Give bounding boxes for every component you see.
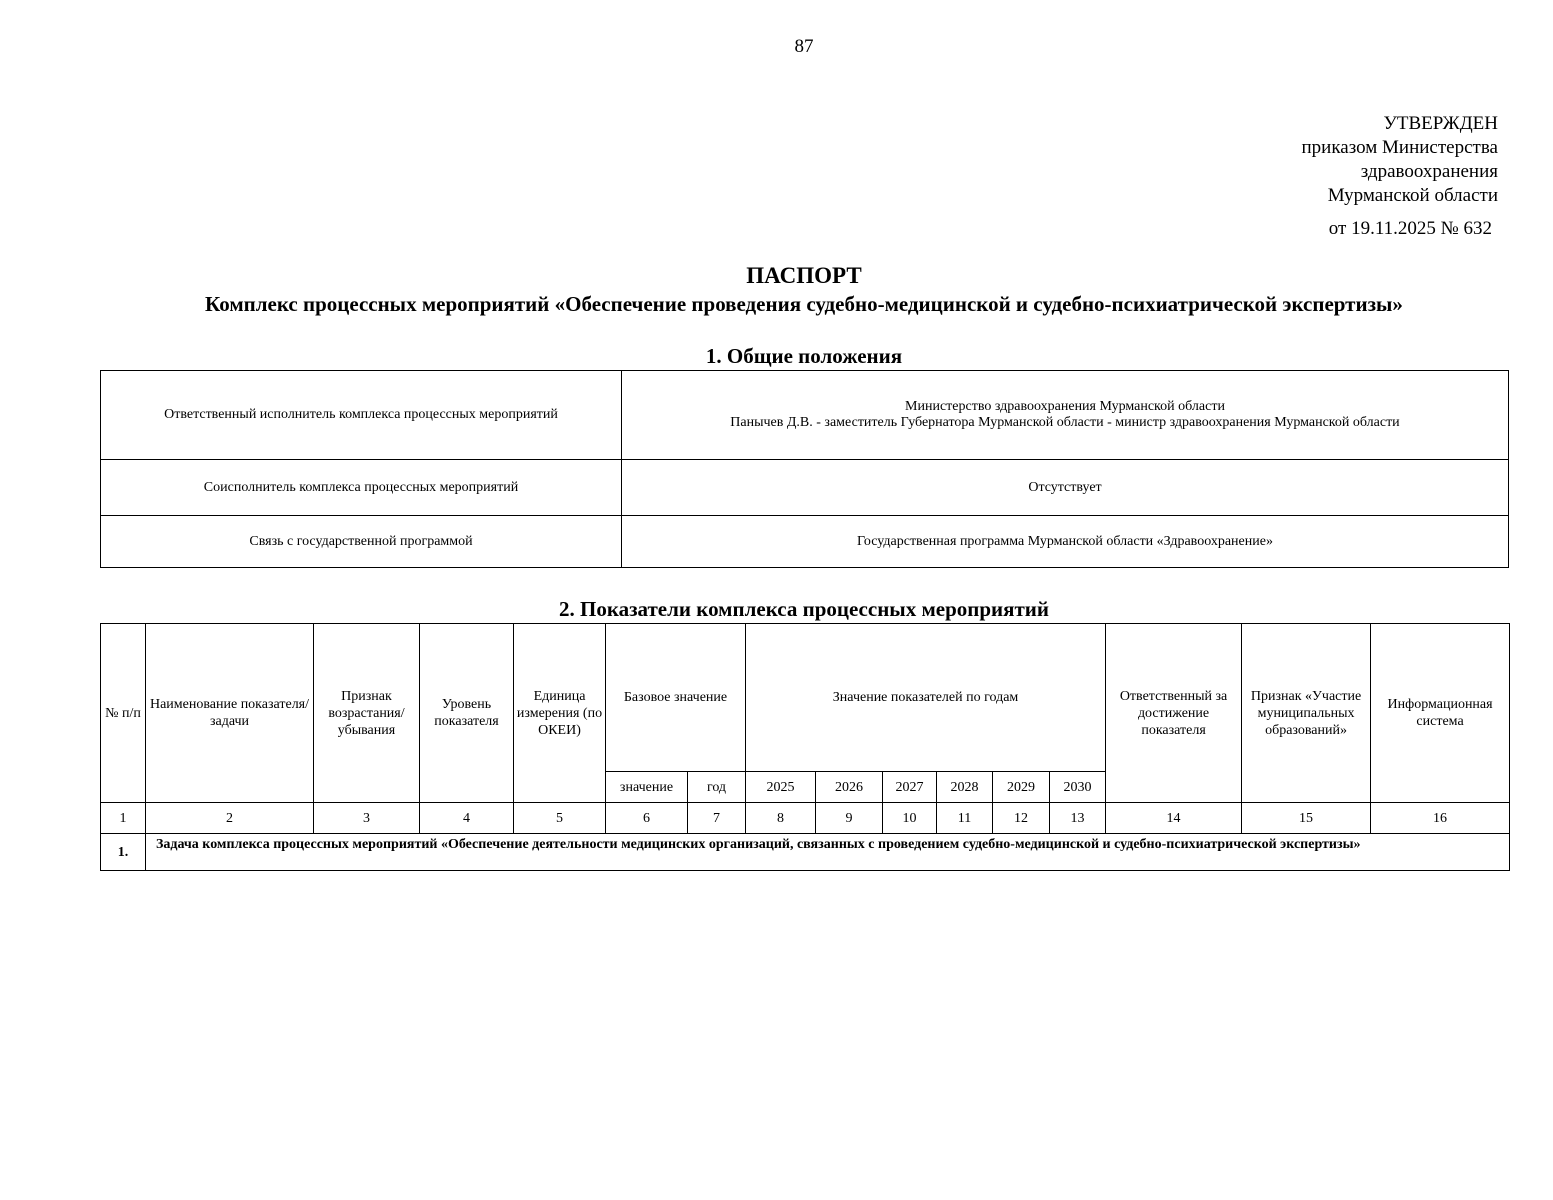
header-info-system: Информационная система	[1371, 624, 1510, 803]
column-number: 12	[993, 803, 1050, 834]
page-number: 87	[794, 36, 814, 57]
value-line: Панычев Д.В. - заместитель Губернатора Мурманской области - министр здравоохранения Мурманской области	[730, 415, 1400, 430]
table-row	[101, 460, 1509, 516]
approval-line: УТВЕРЖДЕН	[1383, 113, 1498, 134]
header-base-value: значение	[606, 772, 688, 803]
general-provisions-table	[100, 370, 1509, 568]
column-number: 13	[1050, 803, 1106, 834]
column-number: 3	[314, 803, 420, 834]
header-year: 2030	[1050, 772, 1106, 803]
indicators-table	[100, 623, 1510, 871]
column-number: 1	[101, 803, 146, 834]
task-text: Задача комплекса процессных мероприятий «Обеспечение деятельности медицинских организаций, связанных с проведением судебно-медицинской и судебно-психиатрической экспертизы»	[146, 834, 1510, 871]
title-main: ПАСПОРТ	[746, 263, 862, 288]
header-unit: Единица измерения (по ОКЕИ)	[514, 624, 606, 803]
column-number: 10	[883, 803, 937, 834]
row-label: Связь с государственной программой	[101, 516, 622, 568]
column-number: 6	[606, 803, 688, 834]
header-base-year: год	[688, 772, 746, 803]
table-row	[101, 516, 1509, 568]
row-value: Отсутствует	[622, 460, 1509, 516]
row-value	[622, 371, 1509, 460]
column-number: 4	[420, 803, 514, 834]
column-number: 8	[746, 803, 816, 834]
section2-heading: 2. Показатели комплекса процессных мероприятий	[558, 597, 1049, 621]
header-by-years: Значение показателей по годам	[746, 624, 1106, 772]
value-line: Министерство здравоохранения Мурманской области	[905, 399, 1225, 414]
column-number: 2	[146, 803, 314, 834]
column-number-row	[101, 803, 1510, 834]
row-label: Ответственный исполнитель комплекса процессных мероприятий	[101, 371, 622, 460]
column-number: 11	[937, 803, 993, 834]
section1-heading: 1. Общие положения	[705, 344, 903, 368]
header-num: № п/п	[101, 624, 146, 803]
header-year: 2027	[883, 772, 937, 803]
header-level: Уровень показателя	[420, 624, 514, 803]
header-base: Базовое значение	[606, 624, 746, 772]
header-row	[101, 624, 1510, 772]
header-responsible: Ответственный за достижение показателя	[1106, 624, 1242, 803]
document-title	[0, 262, 1553, 318]
header-year: 2025	[746, 772, 816, 803]
task-number: 1.	[101, 834, 146, 871]
title-subtitle: Комплекс процессных мероприятий «Обеспечение проведения судебно-медицинской и судебно-психиатрической экспертизы»	[205, 292, 1403, 316]
task-row	[101, 834, 1510, 871]
column-number: 15	[1242, 803, 1371, 834]
approval-line: приказом Министерства	[1301, 137, 1498, 158]
table-row	[101, 371, 1509, 460]
approval-line: Мурманской области	[1327, 185, 1498, 206]
header-year: 2026	[816, 772, 883, 803]
header-year: 2028	[937, 772, 993, 803]
header-year: 2029	[993, 772, 1050, 803]
column-number: 14	[1106, 803, 1242, 834]
column-number: 5	[514, 803, 606, 834]
row-label: Соисполнитель комплекса процессных мероприятий	[101, 460, 622, 516]
approval-stamp	[1302, 112, 1498, 241]
approval-line: здравоохранения	[1360, 161, 1498, 182]
column-number: 7	[688, 803, 746, 834]
header-municipal: Признак «Участие муниципальных образований»	[1242, 624, 1371, 803]
column-number: 16	[1371, 803, 1510, 834]
header-trend: Признак возрастания/ убывания	[314, 624, 420, 803]
row-value: Государственная программа Мурманской области «Здравоохранение»	[622, 516, 1509, 568]
header-name: Наименование показателя/задачи	[146, 624, 314, 803]
order-reference: от 19.11.2025 № 632	[1328, 218, 1492, 239]
column-number: 9	[816, 803, 883, 834]
